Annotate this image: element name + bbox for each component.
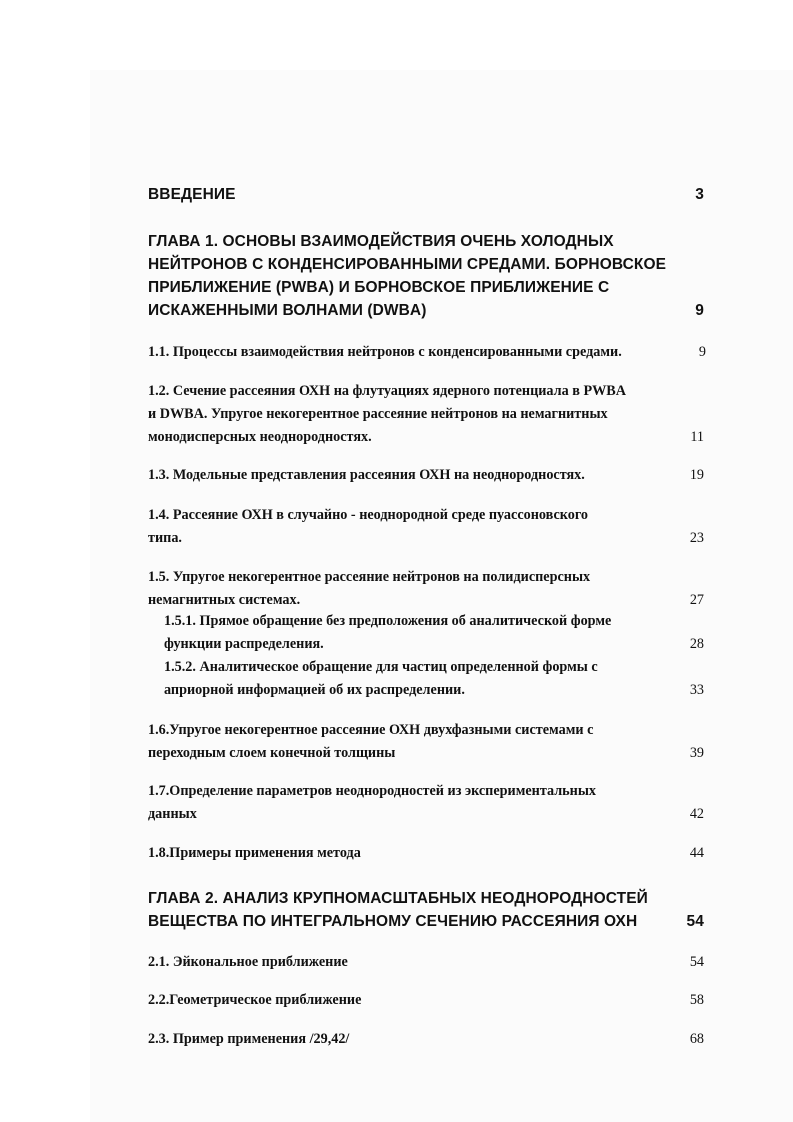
toc-entry-title-line: 1.8.Примеры применения метода — [148, 845, 361, 861]
toc-entry-page: 11 — [690, 429, 704, 445]
toc-entry-title-line: немагнитных системах. — [148, 592, 301, 608]
toc-entry-page: 19 — [689, 467, 704, 483]
toc-entry-title-line: и DWBA. Упругое некогерентное рассеяние нейтронов на немагнитных — [148, 406, 608, 422]
toc-entry-title-line: 1.4. Рассеяние ОХН в случайно - неоднородной среде пуассоновского — [148, 507, 589, 523]
toc-entry-page: 68 — [689, 1031, 704, 1047]
toc-entry-title-line: 1.1. Процессы взаимодействия нейтронов с конденсированными средами. — [148, 344, 622, 360]
toc-entry-page: 9 — [698, 344, 706, 360]
toc-entry-page: 33 — [689, 682, 704, 698]
toc-entry-title-line: монодисперсных неоднородностях. — [148, 429, 372, 445]
toc-entry-title-line: 1.3. Модельные представления рассеяния ОХН на неоднородностях. — [148, 467, 585, 483]
toc-entry-title-line: функции распределения. — [164, 636, 324, 652]
toc-entry-title: ВВЕДЕНИЕ — [148, 186, 236, 203]
toc-entry-page: 27 — [689, 592, 704, 608]
toc-entry-title-line: 1.7.Определение параметров неоднородностей из экспериментальных — [148, 783, 597, 799]
toc-entry-page: 54 — [689, 954, 704, 970]
toc-entry-page: 54 — [686, 913, 704, 930]
toc-entry-title-line: априорной информацией об их распределении. — [164, 682, 465, 698]
toc-entry-title-line: ВЕЩЕСТВА ПО ИНТЕГРАЛЬНОМУ СЕЧЕНИЮ РАССЕЯНИЯ ОХН — [148, 913, 638, 930]
toc-entry-page: 58 — [689, 992, 704, 1008]
toc-entry-title-line: 2.2.Геометрическое приближение — [148, 992, 362, 1008]
toc-entry-title-line: 2.3. Пример применения /29,42/ — [148, 1031, 350, 1047]
toc-entry-title-line: ГЛАВА 1. ОСНОВЫ ВЗАИМОДЕЙСТВИЯ ОЧЕНЬ ХОЛОДНЫХ — [148, 233, 614, 250]
toc-entry-title-line: 2.1. Эйкональное приближение — [148, 954, 348, 970]
toc-entry-page: 3 — [695, 186, 704, 203]
toc-entry-title-line: ИСКАЖЕННЫМИ ВОЛНАМИ (DWBA) — [148, 302, 427, 319]
toc-entry-title-line: ПРИБЛИЖЕНИЕ (PWBA) И БОРНОВСКОЕ ПРИБЛИЖЕНИЕ С — [148, 279, 610, 296]
toc-entry-title-line: 1.5. Упругое некогерентное рассеяние нейтронов на полидисперсных — [148, 569, 591, 585]
toc-entry-title-line: ГЛАВА 2. АНАЛИЗ КРУПНОМАСШТАБНЫХ НЕОДНОРОДНОСТЕЙ — [148, 890, 648, 907]
toc-entry-page: 23 — [689, 530, 704, 546]
toc-entry-title-line: 1.5.1. Прямое обращение без предположения об аналитической форме — [164, 613, 612, 629]
toc-entry-title-line: 1.6.Упругое некогерентное рассеяние ОХН двухфазными системами с — [148, 722, 594, 738]
toc-entry-title-line: 1.5.2. Аналитическое обращение для частиц определенной формы с — [164, 659, 598, 675]
toc-entry-title-line: данных — [148, 806, 197, 822]
toc-entry-page: 28 — [689, 636, 704, 652]
toc-entry-title-line: типа. — [148, 530, 182, 546]
toc-entry-page: 44 — [689, 845, 704, 861]
toc-entry-page: 42 — [689, 806, 704, 822]
toc-entry-title-line: 1.2. Сечение рассеяния ОХН на флутуациях ядерного потенциала в PWBA — [148, 383, 627, 399]
toc-entry-title-line: переходным слоем конечной толщины — [148, 745, 396, 761]
toc-entry-page: 9 — [695, 302, 704, 319]
toc-entry-title-line: НЕЙТРОНОВ С КОНДЕНСИРОВАННЫМИ СРЕДАМИ. БОРНОВСКОЕ — [148, 256, 667, 273]
toc-entry-page: 39 — [689, 745, 704, 761]
